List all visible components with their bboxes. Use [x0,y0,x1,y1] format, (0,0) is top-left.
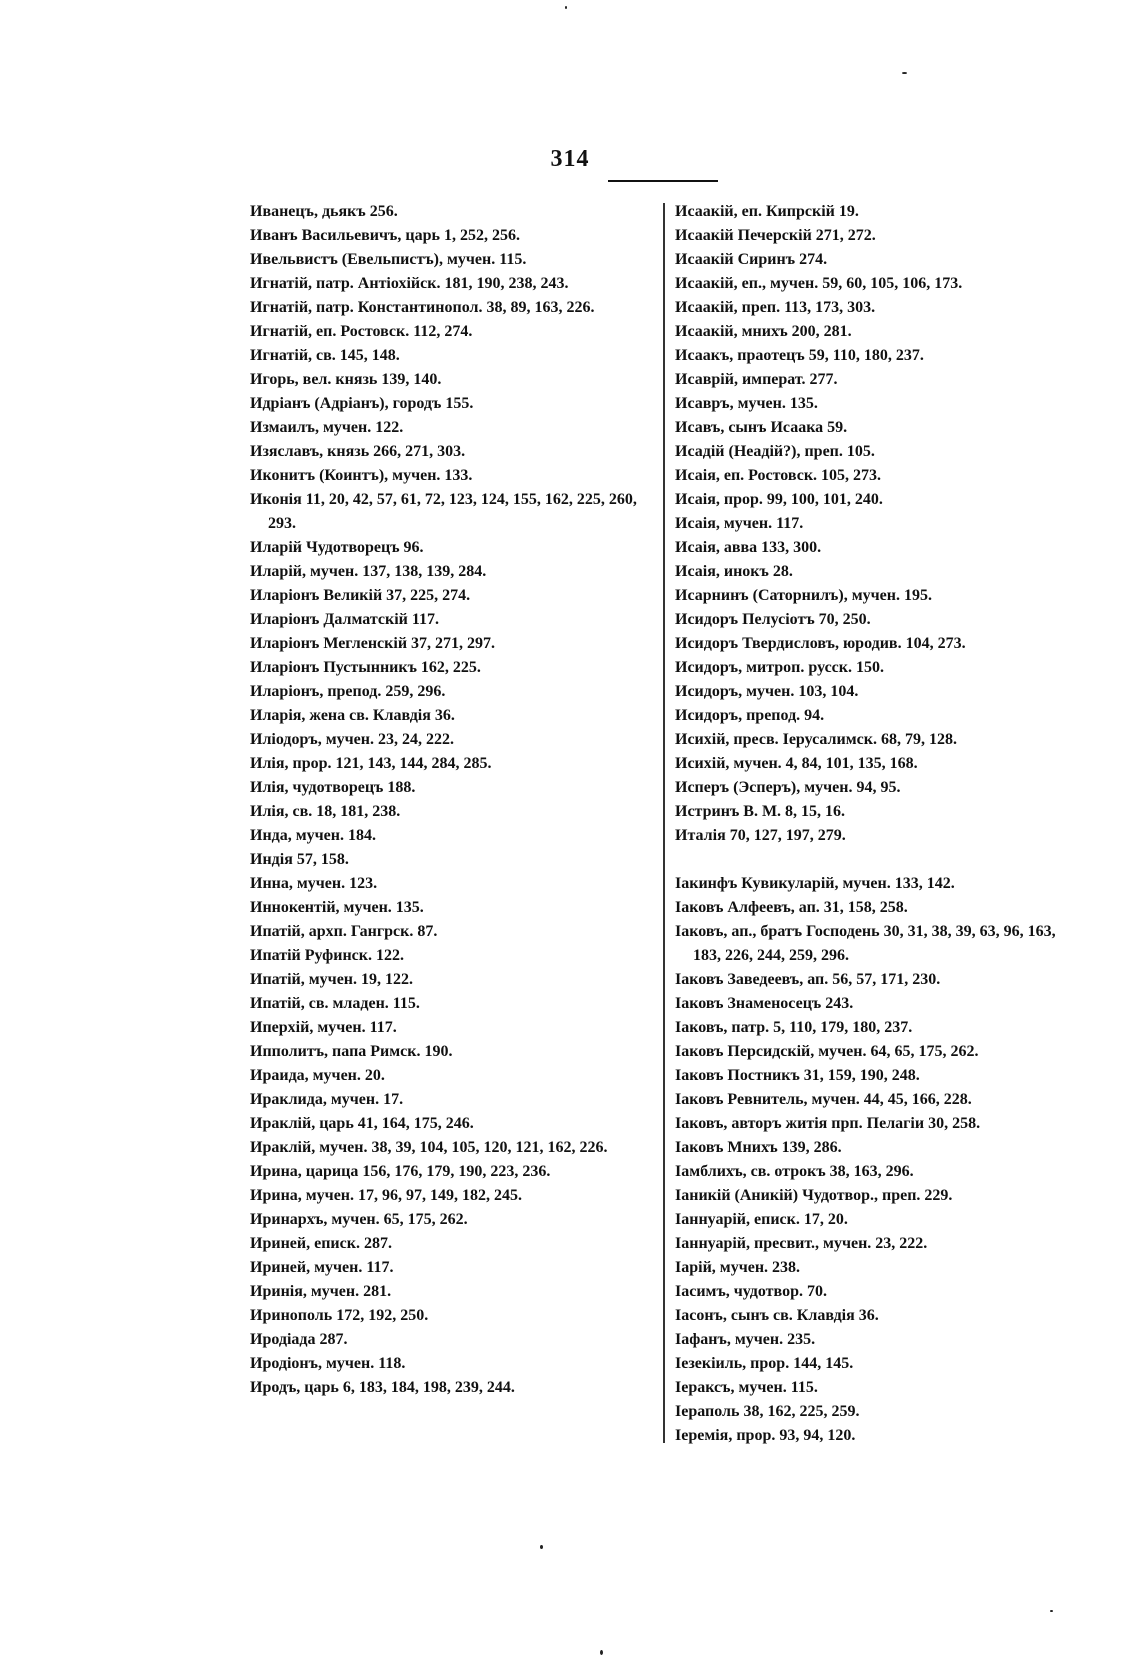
index-entry: Ираклій, мучен. 38, 39, 104, 105, 120, 121, 162, 226. [250,1139,608,1156]
print-speck [1050,1610,1053,1612]
index-entry: Ириней, мучен. 117. [250,1259,394,1276]
index-entry: Іаннуарій, пресвит., мучен. 23, 222. [675,1235,928,1252]
index-entry: Іаковъ, авторъ житія прп. Пелагіи 30, 258. [675,1115,981,1132]
index-entry: Исаія, инокъ 28. [675,563,793,580]
index-entry: Исидоръ Пелусіотъ 70, 250. [675,611,871,628]
print-speck [600,1650,603,1655]
index-entry: Исаакій, еп. Кипрскій 19. [675,203,859,220]
index-entry: Иродъ, царь 6, 183, 184, 198, 239, 244. [250,1379,515,1396]
index-entry: Италія 70, 127, 197, 279. [675,827,846,844]
index-entry: Іаковъ Ревнитель, мучен. 44, 45, 166, 228. [675,1091,972,1108]
index-entry: Игнатій, св. 145, 148. [250,347,400,364]
index-entry: Исидоръ, мучен. 103, 104. [675,683,859,700]
index-entry: Игнатій, патр. Антіохійск. 181, 190, 238, 243. [250,275,569,292]
index-entry: Исаакій, еп., мучен. 59, 60, 105, 106, 173. [675,275,963,292]
index-entry: Изяславъ, князь 266, 271, 303. [250,443,466,460]
index-entry: Іасонъ, сынъ св. Клавдія 36. [675,1307,879,1324]
index-entry: Исавръ, мучен. 135. [675,395,818,412]
index-entry: Іарій, мучен. 238. [675,1259,801,1276]
index-entry: Иперхій, мучен. 117. [250,1019,397,1036]
index-entry: Иларій Чудотворецъ 96. [250,539,424,556]
index-entry: Исихій, пресв. Іерусалимск. 68, 79, 128. [675,731,957,748]
index-entry: Иларіонъ Далматскій 117. [250,611,439,628]
index-entry: Исаія, прор. 99, 100, 101, 240. [675,491,883,508]
index-entry: Іакинфъ Кувикуларій, мучен. 133, 142. [675,875,955,892]
index-entry: Іаковъ Знаменосецъ 243. [675,995,854,1012]
index-entry: Исаакъ, праотецъ 59, 110, 180, 237. [675,347,924,364]
index-entry: Иванецъ, дьякъ 256. [250,203,398,220]
index-entry: Исперъ (Эсперъ), мучен. 94, 95. [675,779,901,796]
index-entry: Ираида, мучен. 20. [250,1067,385,1084]
index-entry: Исаія, еп. Ростовск. 105, 273. [675,467,882,484]
index-entry: Іаковъ Постникъ 31, 159, 190, 248. [675,1067,920,1084]
print-speck [540,1545,543,1549]
index-entry: Илія, св. 18, 181, 238. [250,803,401,820]
index-entry: Іаковъ Мнихъ 139, 286. [675,1139,842,1156]
index-entry: Іераполь 38, 162, 225, 259. [675,1403,860,1420]
index-entry: Іераксъ, мучен. 115. [675,1379,818,1396]
index-entry: Іаннуарій, еписк. 17, 20. [675,1211,848,1228]
index-entry: Іаковъ Персидскій, мучен. 64, 65, 175, 262. [675,1043,979,1060]
index-entry: Иринія, мучен. 281. [250,1283,392,1300]
index-entry: Инна, мучен. 123. [250,875,378,892]
index-entry: Іаникій (Аникій) Чудотвор., преп. 229. [675,1187,953,1204]
index-entry: Іаковъ Заведеевъ, ап. 56, 57, 171, 230. [675,971,941,988]
index-entry: Ипатій, св. младен. 115. [250,995,420,1012]
index-entry: Исаакій Печерскій 271, 272. [675,227,876,244]
index-entry: Іеремія, прор. 93, 94, 120. [675,1427,856,1444]
index-entry: Ирина, царица 156, 176, 179, 190, 223, 236. [250,1163,551,1180]
index-entry: Ираклида, мучен. 17. [250,1091,404,1108]
index-entry: Исаія, авва 133, 300. [675,539,822,556]
index-entry: Иродіада 287. [250,1331,348,1348]
index-entry: Иліодоръ, мучен. 23, 24, 222. [250,731,454,748]
index-entry: Исавъ, сынъ Исаака 59. [675,419,848,436]
index-entry: Іамблихъ, св. отрокъ 38, 163, 296. [675,1163,914,1180]
index-entry: Іаковъ, ап., братъ Господень 30, 31, 38, 39, 63, 96, 163, 183, 226, 244, 259, 296. [675,923,1056,964]
print-speck [565,6,567,9]
print-speck [902,72,907,74]
index-entry: Іаковъ, патр. 5, 110, 179, 180, 237. [675,1019,913,1036]
index-entry: Иларіонъ, препод. 259, 296. [250,683,446,700]
index-entry: Истринъ В. М. 8, 15, 16. [675,803,846,820]
index-entry: Исаврій, императ. 277. [675,371,838,388]
index-entry: Иконія 11, 20, 42, 57, 61, 72, 123, 124, 155, 162, 225, 260, 293. [250,491,637,532]
index-column-right [675,200,1085,1448]
index-entry: Игнатій, патр. Константинопол. 38, 89, 163, 226. [250,299,595,316]
index-entry: Игнатій, еп. Ростовск. 112, 274. [250,323,473,340]
index-entry: Исадій (Неадій?), преп. 105. [675,443,875,460]
index-entry: Иларіонъ Пустынникъ 162, 225. [250,659,481,676]
index-entry: Иларія, жена св. Клавдія 36. [250,707,455,724]
index-entry: Иринархъ, мучен. 65, 175, 262. [250,1211,468,1228]
index-entry: Іаковъ Алфеевъ, ап. 31, 158, 258. [675,899,908,916]
index-entry: Иннокентій, мучен. 135. [250,899,424,916]
index-entry: Іезекіиль, прор. 144, 145. [675,1355,854,1372]
index-entry: Ипполитъ, папа Римск. 190. [250,1043,453,1060]
index-entry: Ираклій, царь 41, 164, 175, 246. [250,1115,474,1132]
index-entry: Иларіонъ Великій 37, 225, 274. [250,587,471,604]
index-entry: Иродіонъ, мучен. 118. [250,1355,406,1372]
column-divider [663,203,665,1443]
index-entry: Исихій, мучен. 4, 84, 101, 135, 168. [675,755,918,772]
index-gap [675,848,1085,872]
index-entry: Ирина, мучен. 17, 96, 97, 149, 182, 245. [250,1187,523,1204]
index-entry: Инда, мучен. 184. [250,827,376,844]
index-entry: Иларіонъ Мегленскій 37, 271, 297. [250,635,496,652]
index-entry: Идріанъ (Адріанъ), городъ 155. [250,395,474,412]
index-entry: Исаакій Сиринъ 274. [675,251,828,268]
page-number: 314 [550,146,590,172]
index-column-left [250,200,660,1400]
index-entry: Іасимъ, чудотвор. 70. [675,1283,827,1300]
index-entry: Индія 57, 158. [250,851,349,868]
header-rule [608,180,718,182]
index-entry: Исидоръ Твердисловъ, юродив. 104, 273. [675,635,966,652]
index-entry: Ипатій Руфинск. 122. [250,947,404,964]
index-entry: Исаакій, преп. 113, 173, 303. [675,299,876,316]
index-entry: Исарнинъ (Саторнилъ), мучен. 195. [675,587,932,604]
index-entry: Исаакій, мнихъ 200, 281. [675,323,852,340]
index-entry: Игорь, вел. князь 139, 140. [250,371,442,388]
index-entry: Иринополь 172, 192, 250. [250,1307,429,1324]
index-entry: Илія, прор. 121, 143, 144, 284, 285. [250,755,492,772]
index-entry: Іафанъ, мучен. 235. [675,1331,816,1348]
index-entry: Исаія, мучен. 117. [675,515,804,532]
index-entry: Исидоръ, митроп. русск. 150. [675,659,884,676]
index-entry: Ипатій, архп. Гангрск. 87. [250,923,438,940]
index-entry: Исидоръ, препод. 94. [675,707,825,724]
index-entry: Иларій, мучен. 137, 138, 139, 284. [250,563,487,580]
index-entry: Илія, чудотворецъ 188. [250,779,416,796]
index-entry: Ипатій, мучен. 19, 122. [250,971,414,988]
index-entry: Иванъ Васильевичъ, царь 1, 252, 256. [250,227,520,244]
index-entry: Иконитъ (Коинтъ), мучен. 133. [250,467,473,484]
index-entry: Ивельвистъ (Евельпистъ), мучен. 115. [250,251,527,268]
index-entry: Измаилъ, мучен. 122. [250,419,404,436]
index-entry: Ириней, еписк. 287. [250,1235,392,1252]
